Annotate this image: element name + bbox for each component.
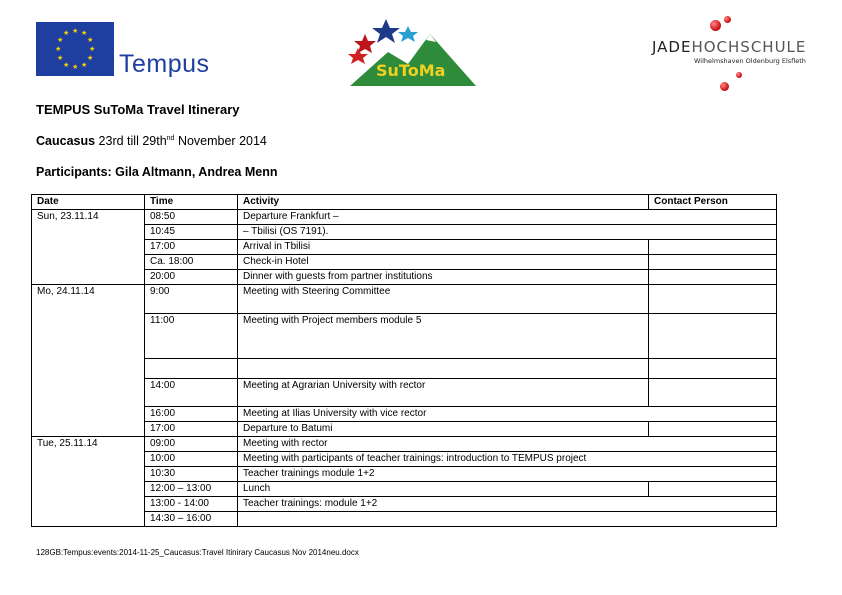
contact-cell [649,359,777,379]
red-dot-icon [720,82,729,91]
time-cell: 11:00 [145,314,238,359]
time-cell: 20:00 [145,270,238,285]
time-cell: 14:00 [145,379,238,407]
contact-cell [649,379,777,407]
time-cell: Ca. 18:00 [145,255,238,270]
time-cell: 14:30 – 16:00 [145,512,238,527]
time-cell: 08:50 [145,210,238,225]
activity-cell: Teacher trainings module 1+2 [238,467,777,482]
red-dot-icon [736,72,742,78]
tempus-logo-text: Tempus [119,50,210,78]
column-header: Time [145,195,238,210]
column-header: Date [32,195,145,210]
column-header: Activity [238,195,649,210]
eu-flag-icon: ★ ★ ★ ★ ★ ★ ★ ★ ★ ★ ★ ★ [36,22,114,76]
time-cell: 17:00 [145,240,238,255]
time-cell: 13:00 - 14:00 [145,497,238,512]
jade-logo-subtitle: Wilhelmshaven Oldenburg Elsfleth [694,57,806,65]
contact-cell [649,270,777,285]
activity-cell: Teacher trainings: module 1+2 [238,497,777,512]
time-cell: 10:45 [145,225,238,240]
table-row [32,437,777,452]
activity-cell: Meeting at Agrarian University with rector [238,379,649,407]
column-header: Contact Person [649,195,777,210]
tempus-logo [36,22,216,82]
activity-cell: Meeting at Ilias University with vice rector [238,407,777,422]
red-dot-icon [710,20,721,31]
activity-cell: Meeting with rector [238,437,777,452]
table-row [32,210,777,225]
contact-cell [649,482,777,497]
jade-logo-text: JADEHOCHSCHULE [652,38,807,56]
time-cell: 09:00 [145,437,238,452]
time-cell: 10:30 [145,467,238,482]
activity-cell: Check-in Hotel [238,255,649,270]
travel-dates: Caucasus 23rd till $29th^{nd}$ November 2014 [36,134,267,148]
file-path-footer: 128GB:Tempus:events:2014-11-25_Caucasus:Travel Itinirary Caucasus Nov 2014neu.docx [36,548,359,557]
activity-cell: Lunch [238,482,649,497]
activity-cell: Meeting with Project members module 5 [238,314,649,359]
activity-cell [238,359,649,379]
time-cell: 10:00 [145,452,238,467]
document-title: TEMPUS SuToMa Travel Itinerary [36,102,240,117]
contact-cell [649,240,777,255]
contact-cell [649,285,777,314]
contact-cell [649,422,777,437]
contact-cell [649,314,777,359]
red-dot-icon [724,16,731,23]
sutoma-logo-text: SuToMa [376,61,446,80]
activity-cell: Departure to Batumi [238,422,649,437]
time-cell [145,359,238,379]
table-header-row [32,195,777,210]
activity-cell: Arrival in Tbilisi [238,240,649,255]
participants: Participants: Gila Altmann, Andrea Menn [36,165,278,179]
date-cell: Sun, 23.11.14 [32,210,145,285]
activity-cell [238,512,777,527]
date-cell: Tue, 25.11.14 [32,437,145,527]
jade-hochschule-logo [650,14,820,94]
activity-cell: Meeting with Steering Committee [238,285,649,314]
activity-cell: – Tbilisi (OS 7191). [238,225,777,240]
time-cell: 12:00 – 13:00 [145,482,238,497]
time-cell: 17:00 [145,422,238,437]
date-cell: Mo, 24.11.14 [32,285,145,437]
activity-cell: Departure Frankfurt – [238,210,777,225]
activity-cell: Meeting with participants of teacher trainings: introduction to TEMPUS project [238,452,777,467]
time-cell: 9:00 [145,285,238,314]
sutoma-logo [348,12,478,87]
contact-cell [649,255,777,270]
time-cell: 16:00 [145,407,238,422]
itinerary-table [31,194,777,527]
activity-cell: Dinner with guests from partner institutions [238,270,649,285]
table-row [32,285,777,314]
